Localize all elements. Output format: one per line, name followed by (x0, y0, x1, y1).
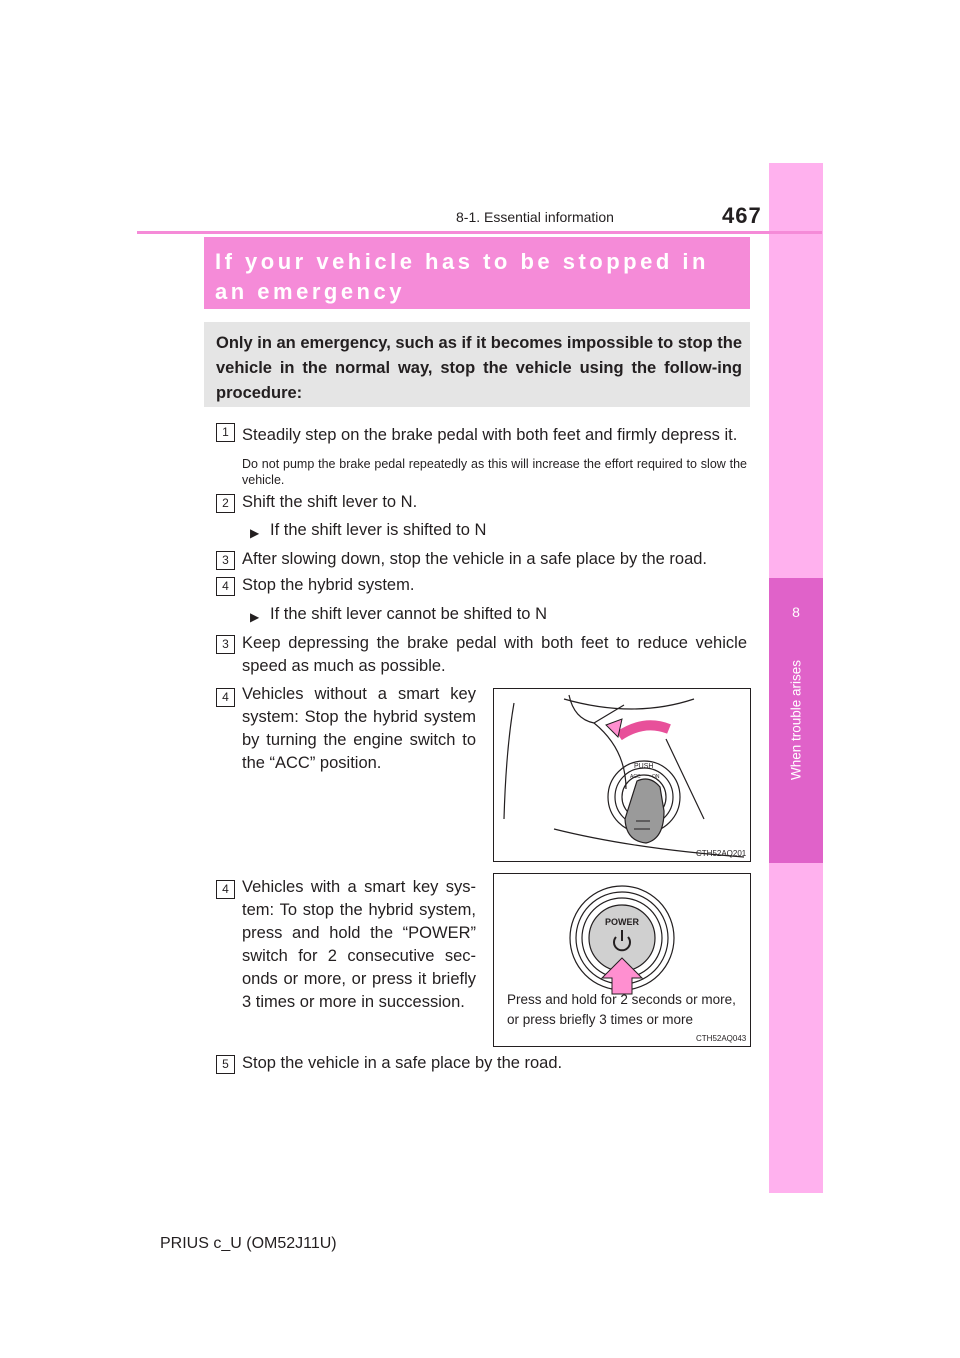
chapter-label: When trouble arises (788, 659, 804, 781)
arrow-right-icon: ▶ (250, 610, 260, 624)
step-text: Steadily step on the brake pedal with both feet and firmly depress it. (242, 426, 738, 444)
step-number: 4 (216, 577, 235, 596)
step-note: Do not pump the brake pedal repeatedly as this will increase the effort required to slow the vehicle. (242, 457, 747, 487)
step-number: 4 (216, 880, 235, 899)
on-label: ON (652, 774, 660, 780)
page-title: If your vehicle has to be stopped in an emergency (215, 249, 709, 304)
chapter-number: 8 (792, 604, 800, 620)
step-number: 1 (216, 423, 235, 442)
step-text: Vehicles without a smart key system: Stop the hybrid system by turning the engine switch to the “ACC” position. (242, 685, 476, 772)
figure-caption: Press and hold for 2 seconds or more, or press briefly 3 times or more (507, 992, 736, 1027)
acc-label: ACC (630, 774, 641, 780)
engine-switch-drawing (494, 689, 750, 861)
step-text: Shift the shift lever to N. (242, 493, 418, 511)
sub-heading: If the shift lever cannot be shifted to N (270, 605, 547, 623)
footer-model: PRIUS c_U (OM52J11U) (160, 1235, 337, 1252)
step-text: Keep depressing the brake pedal with both feet to reduce vehicle speed as much as possible. (242, 634, 747, 675)
step-number: 5 (216, 1055, 235, 1074)
step-number: 2 (216, 494, 235, 513)
header-rule (137, 231, 822, 234)
step-text: After slowing down, stop the vehicle in a safe place by the road. (242, 550, 708, 568)
figure-code: CTH52AQ201 (696, 849, 747, 858)
step-text: Stop the vehicle in a safe place by the road. (242, 1054, 563, 1072)
engine-switch-illustration (493, 688, 751, 862)
step-number: 3 (216, 635, 235, 654)
arrow-right-icon: ▶ (250, 526, 260, 540)
step-text: Vehicles with a smart key sys-tem: To stop the hybrid system, press and hold the “POWER” switch for 2 consecutive sec-onds or more, or press it briefly 3 times or more in succession. (242, 878, 476, 1011)
figure-code: CTH52AQ043 (696, 1034, 747, 1043)
section-title: 8-1. Essential information (456, 209, 614, 225)
power-button-label: POWER (604, 917, 640, 927)
sub-heading: If the shift lever is shifted to N (270, 521, 487, 539)
step-number: 3 (216, 551, 235, 570)
step-text: Stop the hybrid system. (242, 576, 415, 594)
push-label: PUSH (634, 763, 654, 770)
step-number: 4 (216, 688, 235, 707)
page-number: 467 (722, 203, 762, 228)
intro-text: Only in an emergency, such as if it becomes impossible to stop the vehicle in the normal way, stop the vehicle using the follow-ing procedure: (216, 334, 742, 402)
